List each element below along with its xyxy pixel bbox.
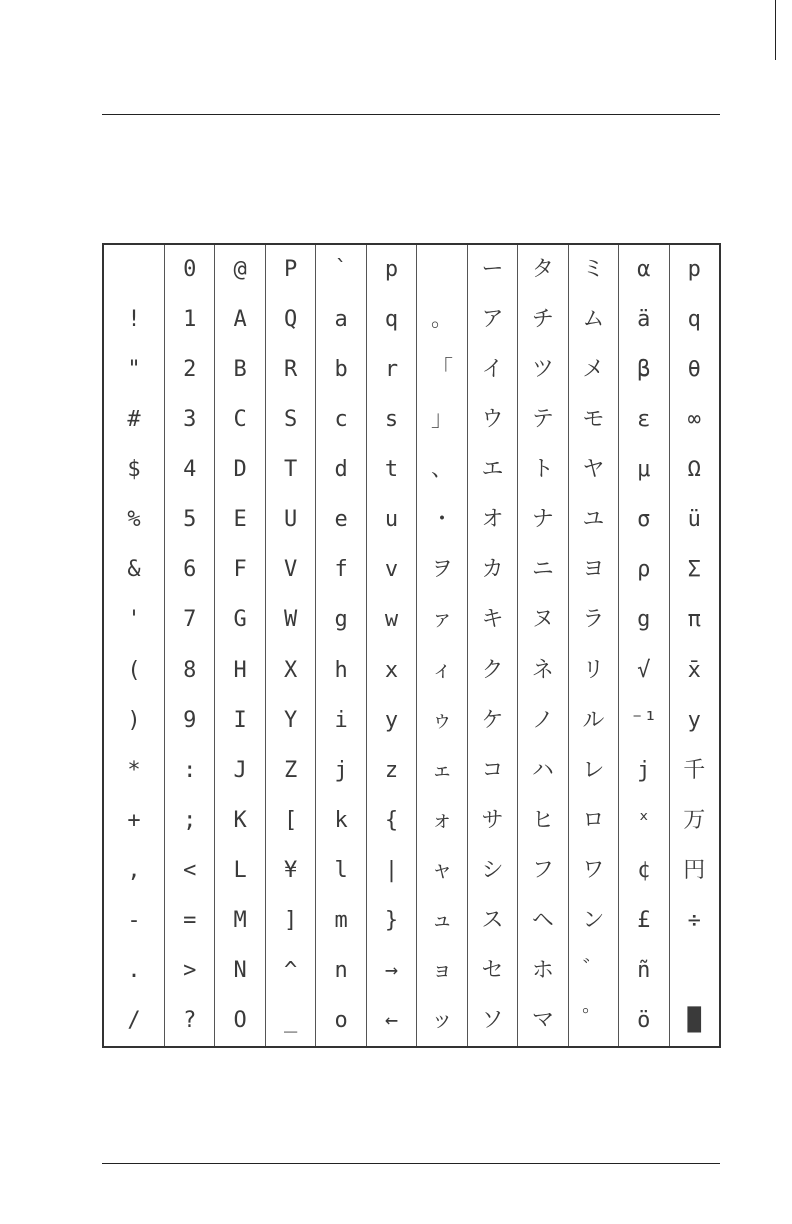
char-cell (669, 946, 719, 996)
char-cell: 「 (416, 345, 466, 395)
char-cell: V (265, 545, 315, 595)
char-cell: ミ (568, 245, 618, 295)
char-cell: μ (618, 445, 668, 495)
char-cell: β (618, 345, 668, 395)
char-cell: N (214, 946, 264, 996)
char-cell: ) (127, 707, 141, 733)
char-cell: o (315, 996, 365, 1046)
char-cell: ハ (517, 746, 567, 796)
char-cell: イ (467, 345, 517, 395)
char-cell: ト (517, 445, 567, 495)
char-cell: £ (618, 896, 668, 946)
char-cell: ⁻¹ (618, 696, 668, 746)
char-cell: K (214, 796, 264, 846)
char-cell: ` (315, 245, 365, 295)
char-cell: O (214, 996, 264, 1046)
char-cell: E (214, 495, 264, 545)
char-cell: マ (517, 996, 567, 1046)
char-cell: p (669, 245, 719, 295)
char-cell: ロ (568, 796, 618, 846)
char-cell: サ (467, 796, 517, 846)
char-cell: U (265, 495, 315, 545)
char-cell: ( (127, 657, 141, 683)
char-cell: d (315, 445, 365, 495)
char-cell: $ (127, 457, 141, 483)
char-cell: 5 (164, 495, 214, 545)
char-cell: q (366, 295, 416, 345)
char-cell: ナ (517, 495, 567, 545)
char-cell: Ω (669, 445, 719, 495)
char-cell: ? (164, 996, 214, 1046)
char-cell: ン (568, 896, 618, 946)
char-cell: ッ (416, 996, 466, 1046)
char-cell: { (366, 796, 416, 846)
char-cell: → (366, 946, 416, 996)
char-cell: ラ (568, 595, 618, 645)
char-cell: リ (568, 646, 618, 696)
char-cell: Z (265, 746, 315, 796)
char-cell: q (669, 295, 719, 345)
char-cell: z (366, 746, 416, 796)
char-cell: g (618, 595, 668, 645)
char-cell: ; (164, 796, 214, 846)
char-cell: A (214, 295, 264, 345)
char-cell: ← (366, 996, 416, 1046)
char-cell: y (366, 696, 416, 746)
char-cell: ñ (618, 946, 668, 996)
char-cell: Q (265, 295, 315, 345)
char-cell: ム (568, 295, 618, 345)
char-cell: ツ (517, 345, 567, 395)
char-cell: 6 (164, 545, 214, 595)
char-cell: y (669, 696, 719, 746)
char-cell: ソ (467, 996, 517, 1046)
char-cell: B (214, 345, 264, 395)
char-cell: ö (618, 996, 668, 1046)
char-cell: ク (467, 646, 517, 696)
char-cell: X (265, 646, 315, 696)
char-cell: 1 (164, 295, 214, 345)
char-cell: ÷ (669, 896, 719, 946)
char-cell: ー (467, 245, 517, 295)
char-cell: ヨ (568, 545, 618, 595)
char-cell: チ (517, 295, 567, 345)
char-cell: α (618, 245, 668, 295)
char-cell (416, 245, 466, 295)
char-cell: ¥ (265, 846, 315, 896)
char-cell: ア (467, 295, 517, 345)
char-cell: J (214, 746, 264, 796)
char-cell: ネ (517, 646, 567, 696)
char-cell: m (315, 896, 365, 946)
char-cell: H (214, 646, 264, 696)
char-cell: 9 (164, 696, 214, 746)
char-cell: : (164, 746, 214, 796)
char-cell: 8 (164, 646, 214, 696)
char-cell: = (164, 896, 214, 946)
char-cell: フ (517, 846, 567, 896)
char-cell: w (366, 595, 416, 645)
char-cell: ヘ (517, 896, 567, 946)
char-cell: 。 (416, 295, 466, 345)
char-cell: ォ (416, 796, 466, 846)
char-cell: a (315, 295, 365, 345)
char-cell: G (214, 595, 264, 645)
char-cell: - (127, 907, 141, 933)
char-cell: ü (669, 495, 719, 545)
char-cell: ャ (416, 846, 466, 896)
char-cell: k (315, 796, 365, 846)
char-cell: ウ (467, 395, 517, 445)
char-cell: テ (517, 395, 567, 445)
char-cell: ! (127, 307, 141, 333)
char-cell: π (669, 595, 719, 645)
char-cell: ノ (517, 696, 567, 746)
char-cell: M (214, 896, 264, 946)
char-cell: コ (467, 746, 517, 796)
char-cell: ホ (517, 946, 567, 996)
char-cell: S (265, 395, 315, 445)
char-cell: タ (517, 245, 567, 295)
char-cell: r (366, 345, 416, 395)
char-cell: ス (467, 896, 517, 946)
char-cell: ァ (416, 595, 466, 645)
char-cell: % (127, 507, 141, 533)
char-cell: ル (568, 696, 618, 746)
char-cell: v (366, 545, 416, 595)
char-cell: ュ (416, 896, 466, 946)
char-cell: b (315, 345, 365, 395)
char-cell: } (366, 896, 416, 946)
char-cell: i (315, 696, 365, 746)
char-cell: ] (265, 896, 315, 946)
char-cell: p (366, 245, 416, 295)
footer-rule (102, 1163, 720, 1164)
char-cell: ä (618, 295, 668, 345)
char-cell: > (164, 946, 214, 996)
char-cell: キ (467, 595, 517, 645)
char-cell: ワ (568, 846, 618, 896)
char-cell: カ (467, 545, 517, 595)
char-cell: 3 (164, 395, 214, 445)
char-cell: ・ (416, 495, 466, 545)
char-cell: █ (669, 996, 719, 1046)
char-cell: θ (669, 345, 719, 395)
char-cell: j (315, 746, 365, 796)
char-cell: セ (467, 946, 517, 996)
char-cell: j (618, 746, 668, 796)
char-cell: 円 (669, 846, 719, 896)
char-cell: ゥ (416, 696, 466, 746)
char-cell: " (127, 357, 141, 383)
char-cell: < (164, 846, 214, 896)
char-cell: h (315, 646, 365, 696)
char-cell: & (127, 557, 141, 583)
char-cell: * (127, 757, 141, 783)
char-cell: n (315, 946, 365, 996)
char-cell: 、 (416, 445, 466, 495)
char-cell (104, 245, 164, 295)
char-cell: t (366, 445, 416, 495)
char-cell: # (127, 407, 141, 433)
char-cell: C (214, 395, 264, 445)
char-cell: x̄ (669, 646, 719, 696)
char-cell: 万 (669, 796, 719, 846)
char-cell: モ (568, 395, 618, 445)
char-cell: x (366, 646, 416, 696)
char-cell: 」 (416, 395, 466, 445)
char-cell: オ (467, 495, 517, 545)
char-cell: ∞ (669, 395, 719, 445)
char-cell: f (315, 545, 365, 595)
char-cell: @ (214, 245, 264, 295)
char-cell: + (127, 807, 141, 833)
char-cell: L (214, 846, 264, 896)
char-cell: ε (618, 395, 668, 445)
character-table (102, 243, 721, 1048)
char-cell: 7 (164, 595, 214, 645)
char-cell: ヤ (568, 445, 618, 495)
char-cell: ゜ (568, 996, 618, 1046)
char-cell: [ (265, 796, 315, 846)
char-cell: ケ (467, 696, 517, 746)
char-cell: R (265, 345, 315, 395)
char-cell: Y (265, 696, 315, 746)
char-cell: ¢ (618, 846, 668, 896)
char-cell: ェ (416, 746, 466, 796)
char-cell: ゛ (568, 946, 618, 996)
char-cell: ョ (416, 946, 466, 996)
char-cell: 0 (164, 245, 214, 295)
char-cell: ユ (568, 495, 618, 545)
char-cell: g (315, 595, 365, 645)
char-cell: D (214, 445, 264, 495)
char-cell: T (265, 445, 315, 495)
character-grid (104, 245, 719, 1046)
char-cell: u (366, 495, 416, 545)
char-cell: P (265, 245, 315, 295)
char-cell: ' (127, 607, 141, 633)
char-cell: W (265, 595, 315, 645)
char-cell: ˣ (618, 796, 668, 846)
char-cell: 千 (669, 746, 719, 796)
char-cell: ヲ (416, 545, 466, 595)
char-cell: l (315, 846, 365, 896)
char-cell: s (366, 395, 416, 445)
char-cell: √ (618, 646, 668, 696)
char-cell: Σ (669, 545, 719, 595)
char-cell: | (366, 846, 416, 896)
char-cell: ρ (618, 545, 668, 595)
char-cell: ヒ (517, 796, 567, 846)
char-cell: ィ (416, 646, 466, 696)
char-cell: / (127, 1007, 141, 1033)
char-cell: 2 (164, 345, 214, 395)
char-cell: _ (265, 996, 315, 1046)
char-cell: ヌ (517, 595, 567, 645)
char-cell: レ (568, 746, 618, 796)
char-cell: e (315, 495, 365, 545)
char-cell: メ (568, 345, 618, 395)
char-cell: . (127, 957, 141, 983)
char-cell: ニ (517, 545, 567, 595)
crop-mark (775, 0, 776, 60)
char-cell: c (315, 395, 365, 445)
char-cell: F (214, 545, 264, 595)
char-cell: σ (618, 495, 668, 545)
char-cell: I (214, 696, 264, 746)
char-cell: シ (467, 846, 517, 896)
header-rule (102, 114, 720, 115)
char-cell: 4 (164, 445, 214, 495)
char-cell: ^ (265, 946, 315, 996)
char-cell: , (127, 857, 141, 883)
char-cell: エ (467, 445, 517, 495)
